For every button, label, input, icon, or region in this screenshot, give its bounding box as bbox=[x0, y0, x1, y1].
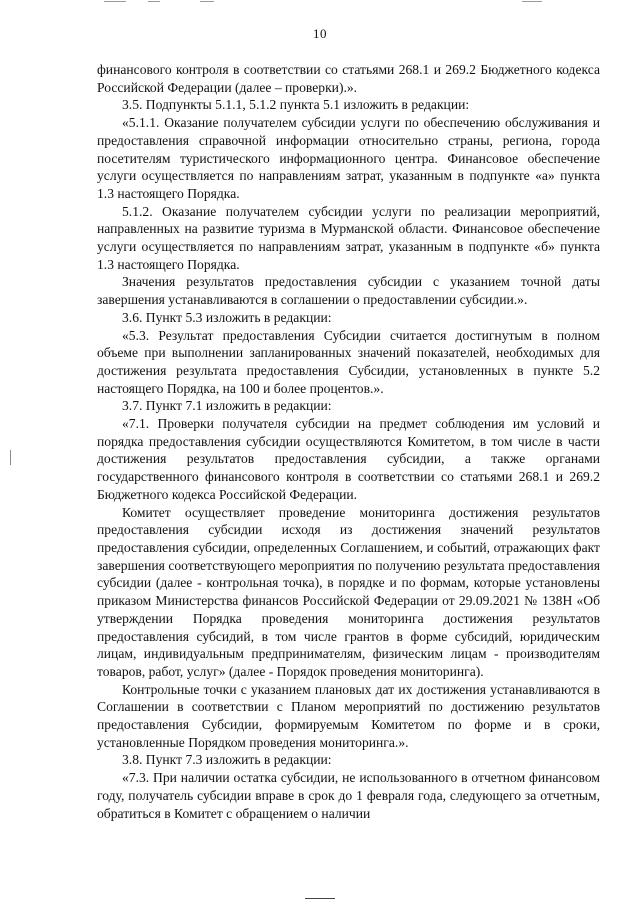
paragraph: «7.1. Проверки получателя субсидии на предмет соблюдения им условий и порядка предоставления субсидии осуществляются Комитетом, в том числе в части достижения результатов предоставления субсидии, а также органами государственного финансового контроля в соответствии со статьями 268.1 и 269.2 Бюджетного кодекса Российской Федерации. bbox=[97, 416, 600, 502]
paragraph: 3.6. Пункт 5.3 изложить в редакции: bbox=[122, 309, 332, 325]
paragraph: «5.1.1. Оказание получателем субсидии услуги по обеспечению обслуживания и предоставления справочной информации относительно страны, региона, города посетителям туристического информационного центра. Финансовое обеспечение услуги осуществляется по направлениям затрат, указанным в подпункте «а» пункта 1.3 настоящего Порядка. bbox=[97, 115, 600, 201]
paragraph: 3.7. Пункт 7.1 изложить в редакции: bbox=[122, 398, 332, 414]
document-body bbox=[97, 61, 600, 822]
scan-edge-marks bbox=[104, 0, 544, 6]
paragraph: «5.3. Результат предоставления Субсидии считается достигнутым в полном объеме при выполнении запланированных значений показателей, необходимых для достижения результата предоставления Субсидии, установленных в пункте 5.2 настоящего Порядка, на 100 и более процентов.». bbox=[97, 327, 600, 396]
paragraph: Комитет осуществляет проведение мониторинга достижения результатов предоставления субсидии исходя из достижения значений результатов предоставления субсидии, определенных Соглашением, и событий, отражающих факт завершения соответствующего мероприятия по получению результата предоставления субсидии (далее - контрольная точка), в порядке и по формам, которые установлены приказом Министерства финансов Российской Федерации от 29.09.2021 № 138Н «Об утверждении Порядка проведения мониторинга достижения результатов предоставления субсидий, в том числе грантов в форме субсидий, юридическим лицам, индивидуальным предпринимателям, физическим лицам - производителям товаров, работ, услуг» (далее - Порядок проведения мониторинга). bbox=[97, 504, 600, 679]
paragraph: «7.3. При наличии остатка субсидии, не использованного в отчетном финансовом году, получатель субсидии вправе в срок до 1 февраля года, следующего за отчетным, обратиться в Комитет с обращением о наличии bbox=[97, 770, 600, 821]
paragraph: 5.1.2. Оказание получателем субсидии услуги по реализации мероприятий, направленных на развитие туризма в Мурманской области. Финансовое обеспечение услуги осуществляется по направлениям затрат, указанным в подпункте «б» пункта 1.3 настоящего Порядка. bbox=[97, 203, 600, 272]
paragraph: Контрольные точки с указанием плановых дат их достижения устанавливаются в Соглашении в соответствии с Планом мероприятий по достижению результатов предоставления Субсидии, формируемым Комитетом по форме и в сроки, установленные Порядком проведения мониторинга.». bbox=[97, 681, 600, 750]
paragraph: финансового контроля в соответствии со статьями 268.1 и 269.2 Бюджетного кодекса Российской Федерации (далее – проверки).». bbox=[97, 62, 600, 95]
scan-bottom-mark bbox=[305, 898, 335, 899]
paragraph: 3.5. Подпункты 5.1.1, 5.1.2 пункта 5.1 изложить в редакции: bbox=[122, 97, 470, 113]
page-number: 10 bbox=[313, 26, 327, 41]
paragraph: 3.8. Пункт 7.3 изложить в редакции: bbox=[122, 752, 332, 768]
paragraph: Значения результатов предоставления субсидии с указанием точной даты завершения устанавливаются в соглашении о предоставлении субсидии.». bbox=[97, 274, 600, 308]
scan-margin-mark bbox=[10, 450, 11, 465]
